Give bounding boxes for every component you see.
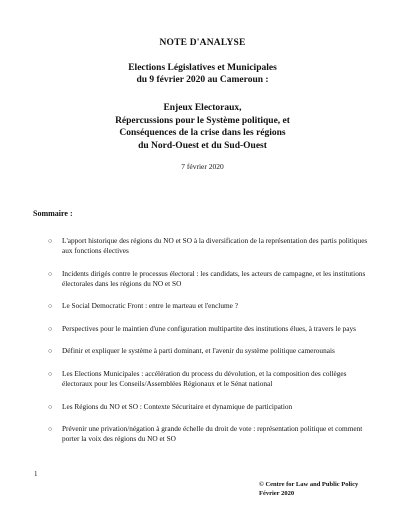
subtitle-line-3: Conséquences de la crise dans les régions [119, 128, 286, 138]
toc-item [48, 346, 370, 356]
toc-item [48, 269, 370, 289]
circle-bullet-icon: ○ [48, 237, 53, 245]
toc-item-text: Prévenir une privation/négation à grande échelle du droit de vote : représentation politique et comment porter la voix des régions du NO et SO [62, 424, 363, 444]
toc-item-text: Définir et expliquer le système à parti dominant, et l'avenir du système politique camerounais [62, 346, 335, 356]
circle-bullet-icon: ○ [48, 425, 53, 434]
circle-bullet-icon: ○ [48, 269, 53, 278]
subtitle-line-2: Répercussions pour le Système politique, et [115, 115, 290, 126]
circle-bullet-icon: ○ [48, 402, 53, 411]
document-type-heading: NOTE D'ANALYSE [159, 38, 246, 48]
toc-item [48, 236, 370, 256]
toc-item-text: Perspectives pour le maintien d'une configuration multipartite des institutions élues, à travers le pays [62, 323, 356, 333]
document-title [0, 62, 405, 86]
table-of-contents [48, 236, 370, 457]
document-date: 7 février 2020 [181, 162, 224, 171]
toc-item-text: Incidents dirigés contre le processus électoral : les candidats, les acteurs de campagne, et les institutions électorales dans les régions du NO et SO [62, 268, 366, 288]
sommaire-heading: Sommaire : [33, 209, 73, 218]
circle-bullet-icon: ○ [48, 369, 53, 378]
toc-item-text: Les Régions du NO et SO : Contexte Sécuritaire et dynamique de participation [62, 401, 293, 411]
toc-item [48, 402, 370, 412]
toc-item [48, 324, 370, 334]
circle-bullet-icon: ○ [48, 324, 53, 333]
document-subtitle [0, 102, 405, 152]
subtitle-line-4: du Nord-Ouest et du Sud-Ouest [138, 140, 267, 151]
toc-item-text: Les Elections Municipales : accélération du process du dévolution, et la composition des collèges électoraux pour les Conseils/Assemblées Régionaux et le Sénat national [62, 368, 347, 388]
footer-line-2: Février 2020 [259, 489, 295, 497]
toc-item [48, 369, 370, 389]
toc-item [48, 301, 370, 311]
circle-bullet-icon: ○ [48, 347, 53, 356]
subtitle-line-1: Enjeux Electoraux, [163, 103, 242, 113]
footer-copyright [259, 481, 358, 498]
toc-item-text: Le Social Democratic Front : entre le marteau et l'enclume ? [62, 301, 238, 311]
toc-item [48, 424, 370, 444]
page-number: 1 [34, 470, 38, 478]
toc-item-text: L'apport historique des régions du NO et SO à la diversification de la représentation des partis politiques aux fonctions électives [62, 236, 368, 255]
title-line-1: Elections Législatives et Municipales [128, 63, 277, 73]
title-line-2: du 9 février 2020 au Cameroun : [136, 75, 269, 85]
circle-bullet-icon: ○ [48, 302, 53, 311]
footer-line-1: © Centre for Law and Public Policy [259, 481, 359, 488]
